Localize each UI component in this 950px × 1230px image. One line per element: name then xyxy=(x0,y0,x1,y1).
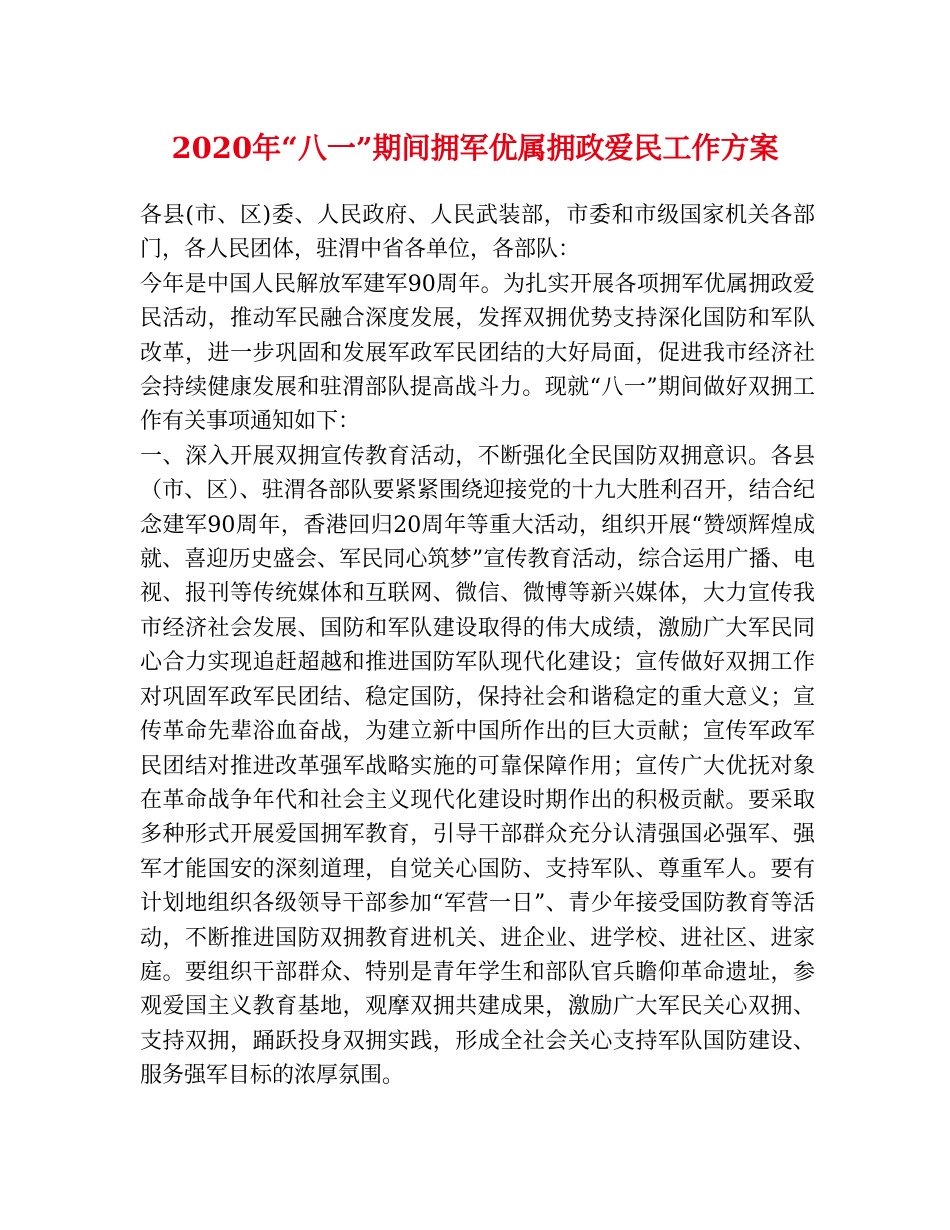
document-body xyxy=(140,199,815,1094)
document-title: 2020年“八一”期间拥军优属拥政爱民工作方案 xyxy=(171,131,779,165)
salutation-paragraph: 各县(市、区)委、人民政府、人民武装部，市委和市级国家机关各部门，各人民团体，驻渭中省各单位，各部队： xyxy=(140,203,815,263)
intro-paragraph: 今年是中国人民解放军建军90周年。为扎实开展各项拥军优属拥政爱民活动，推动军民融合深度发展，发挥双拥优势支持深化国防和军队改革，进一步巩固和发展军政军民团结的大好局面，促进我市经济社会持续健康发展和驻渭部队提高战斗力。现就“八一”期间做好双拥工作有关事项通知如下： xyxy=(140,271,815,435)
section-one-paragraph: 一、深入开展双拥宣传教育活动，不断强化全民国防双拥意识。各县（市、区）、驻渭各部队要紧紧围绕迎接党的十九大胜利召开，结合纪念建军90周年，香港回归20周年等重大活动，组织开展“赞颂辉煌成就、喜迎历史盛会、军民同心筑梦”宣传教育活动，综合运用广播、电视、报刊等传统媒体和互联网、微信、微博等新兴媒体，大力宣传我市经济社会发展、国防和军队建设取得的伟大成绩，激励广大军民同心合力实现追赶超越和推进国防军队现代化建设；宣传做好双拥工作对巩固军政军民团结、稳定国防，保持社会和谐稳定的重大意义；宣传革命先辈浴血奋战，为建立新中国所作出的巨大贡献；宣传军政军民团结对推进改革强军战略实施的可靠保障作用；宣传广大优抚对象在革命战争年代和社会主义现代化建设时期作出的积极贡献。要采取多种形式开展爱国拥军教育，引导干部群众充分认清强国必强军、强军才能国安的深刻道理，自觉关心国防、支持军队、尊重军人。要有计划地组织各级领导干部参加“军营一日”、青少年接受国防教育等活动，不断推进国防双拥教育进机关、进企业、进学校、进社区、进家庭。要组织干部群众、特别是青年学生和部队官兵瞻仰革命遗址，参观爱国主义教育基地，观摩双拥共建成果，激励广大军民关心双拥、支持双拥，踊跃投身双拥实践，形成全社会关心支持军队国防建设、服务强军目标的浓厚氛围。 xyxy=(140,443,815,1089)
